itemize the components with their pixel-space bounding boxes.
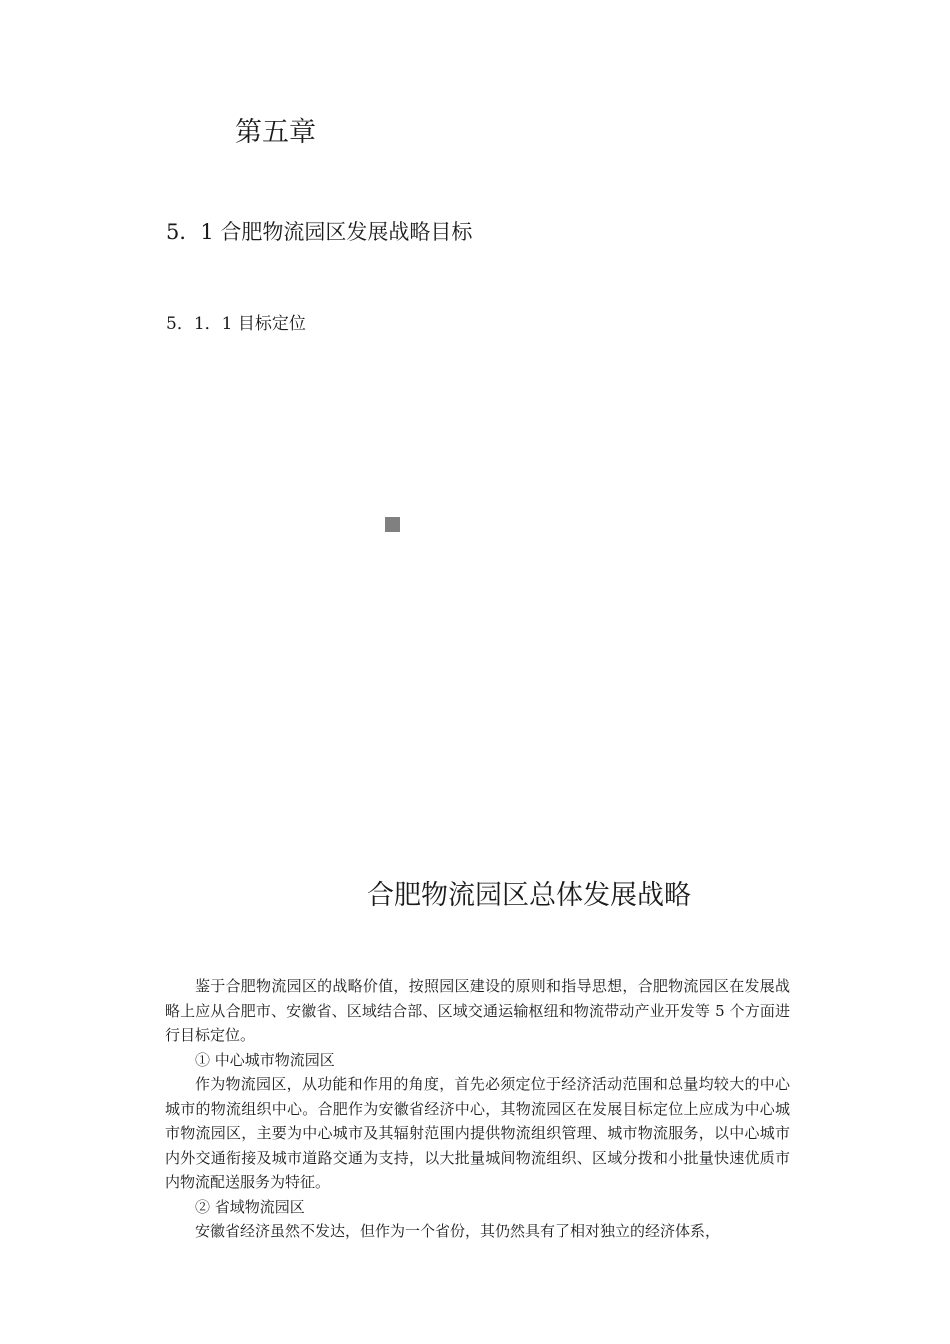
strategy-title: 合肥物流园区总体发展战略 <box>367 880 691 911</box>
body-text <box>165 974 790 1244</box>
list-item-heading-1: ① 中心城市物流园区 <box>195 1050 335 1069</box>
paragraph-provincial: 安徽省经济虽然不发达，但作为一个省份，其仍然具有了相对独立的经济体系， <box>195 1222 721 1240</box>
paragraph-intro: 鉴于合肥物流园区的战略价值，按照园区建设的原则和指导思想，合肥物流园区在发展战略上应从合肥市、安徽省、区域结合部、区域交通运输枢纽和物流带动产业开发等 5 个方面进行目标定位。 <box>165 977 790 1044</box>
paragraph-central-city: 作为物流园区，从功能和作用的角度，首先必须定位于经济活动范围和总量均较大的中心城市的物流组织中心。合肥作为安徽省经济中心，其物流园区在发展目标定位上应成为中心城市物流园区，主要为中心城市及其辐射范围内提供物流组织管理、城市物流服务，以中心城市内外交通衔接及城市道路交通为支持，以大批量城间物流组织、区域分拨和小批量快速优质市内物流配送服务为特征。 <box>165 1075 790 1191</box>
subsection-heading: 5．1．1 目标定位 <box>166 314 306 334</box>
section-heading: 5．1 合肥物流园区发展战略目标 <box>166 220 473 244</box>
chapter-title: 第五章 <box>235 117 316 148</box>
list-item-heading-2: ② 省域物流园区 <box>195 1197 305 1216</box>
image-placeholder <box>385 517 400 532</box>
